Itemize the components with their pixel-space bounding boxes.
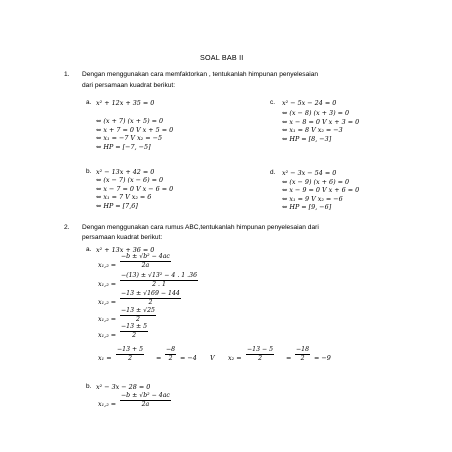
q1a-label: a. bbox=[86, 99, 92, 106]
q1d-step2: ⇔ x − 9 = 0 V x + 6 = 0 bbox=[282, 186, 360, 194]
q2a-x12-label-3: x₁,₂ = bbox=[98, 298, 117, 306]
q2a-step5-numerator: −13 ± 5 bbox=[120, 324, 148, 332]
q2a-x2-simplified-numerator: −18 bbox=[295, 347, 310, 355]
q2a-step5-denominator: 2 bbox=[132, 332, 137, 340]
q1b-step1: ⇔ (x − 7) (x − 6) = 0 bbox=[96, 176, 164, 184]
q2a-x1-label: x₁ = bbox=[98, 354, 112, 362]
q2a-step4-fraction bbox=[120, 308, 156, 323]
q1c-step1: ⇔ (x − 8) (x + 3) = 0 bbox=[282, 109, 350, 117]
q2a-x1-simplified-denominator: 2 bbox=[168, 355, 173, 363]
q1c-hp: ⇔ HP = [8, −3] bbox=[282, 135, 332, 143]
q2a-step3-fraction bbox=[120, 291, 181, 306]
q2b-x12-label: x₁,₂ = bbox=[98, 400, 117, 408]
q1a-equation: x² + 12x + 35 = 0 bbox=[96, 99, 155, 107]
q2a-formula-fraction bbox=[120, 254, 171, 269]
q2a-step5-fraction bbox=[120, 324, 148, 339]
q2a-x1-value: = −4 bbox=[180, 354, 197, 362]
q2a-x2-numerator: −13 − 5 bbox=[246, 347, 274, 355]
q1b-label: b. bbox=[86, 168, 92, 175]
q1c-equation: x² − 5x − 24 = 0 bbox=[282, 99, 337, 107]
q2a-or: V bbox=[210, 354, 215, 362]
q2a-x2-value: = −9 bbox=[314, 354, 331, 362]
q2b-equation: x² − 3x − 28 = 0 bbox=[96, 383, 151, 391]
q1b-equation: x² − 13x + 42 = 0 bbox=[96, 168, 155, 176]
q2a-substitution-denominator: 2 . 1 bbox=[152, 281, 166, 289]
q2a-x1-simplified-numerator: −8 bbox=[165, 347, 176, 355]
q2a-x12-label-5: x₁,₂ = bbox=[98, 331, 117, 339]
q2a-x2-equals: = bbox=[286, 354, 292, 362]
q1d-equation: x² − 3x − 54 = 0 bbox=[282, 169, 337, 177]
q2a-x12-label-4: x₁,₂ = bbox=[98, 315, 117, 323]
q2b-formula-fraction bbox=[120, 393, 171, 408]
q2a-step4-denominator: 2 bbox=[136, 316, 140, 324]
q1c-step2: ⇔ x − 8 = 0 V x + 3 = 0 bbox=[282, 118, 360, 126]
q2-text-line1: Dengan menggunakan cara rumus ABC,tentukanlah himpunan penyelesaian dari bbox=[82, 224, 319, 231]
q1a-step3: ⇔ x₁ = −7 V x₂ = −5 bbox=[96, 134, 163, 142]
q2a-substitution-fraction bbox=[120, 273, 198, 288]
q2a-x1-simplified-fraction bbox=[165, 347, 176, 362]
q2a-x2-simplified-denominator: 2 bbox=[300, 355, 305, 363]
q1a-step2: ⇔ x + 7 = 0 V x + 5 = 0 bbox=[96, 126, 174, 134]
q2a-x12-label-1: x₁,₂ = bbox=[98, 261, 117, 269]
q1b-step2: ⇔ x − 7 = 0 V x − 6 = 0 bbox=[96, 185, 174, 193]
q2a-x1-fraction bbox=[116, 347, 144, 362]
q2-number: 2. bbox=[64, 224, 70, 231]
q2a-label: a. bbox=[86, 246, 92, 253]
q2a-equation: x² + 13x + 36 = 0 bbox=[96, 246, 155, 254]
q2a-step3-denominator: 2 bbox=[148, 299, 153, 307]
q2a-x2-label: x₂ = bbox=[228, 354, 242, 362]
q1c-label: c. bbox=[270, 99, 275, 106]
q2a-formula-denominator: 2a bbox=[141, 262, 150, 270]
q2b-formula-denominator: 2a bbox=[141, 401, 150, 409]
q2a-step4-numerator: −13 ± √25 bbox=[120, 308, 156, 316]
q2b-formula-numerator: −b ± √b² − 4ac bbox=[120, 393, 171, 401]
q1-text-line1: Dengan menggunakan cara memfaktorkan , tentukanlah himpunan penyelesaian bbox=[82, 71, 319, 78]
q2a-step3-numerator: −13 ± √169 − 144 bbox=[120, 291, 181, 299]
q1d-label: d. bbox=[270, 169, 276, 176]
q1-number: 1. bbox=[64, 71, 70, 78]
q1a-hp: ⇔ HP = [−7, −5] bbox=[96, 143, 151, 151]
q1b-hp: ⇔ HP = [7,6] bbox=[96, 202, 138, 210]
q1d-hp: ⇔ HP = [9, −6] bbox=[282, 203, 332, 211]
q2a-substitution-numerator: −(13) ± √13² − 4 . 1 .36 bbox=[120, 273, 198, 281]
q2a-x2-simplified-fraction bbox=[295, 347, 310, 362]
q1b-step3: ⇔ x₁ = 7 V x₂ = 6 bbox=[96, 193, 152, 201]
q1d-step3: ⇔ x₁ = 9 V x₂ = −6 bbox=[282, 195, 343, 203]
q2a-x1-denominator: 2 bbox=[128, 355, 133, 363]
q2a-x2-fraction bbox=[246, 347, 274, 362]
q1-text-line2: dari persamaan kuadrat berikut: bbox=[82, 82, 176, 89]
q2a-x1-equals: = bbox=[156, 354, 162, 362]
q2a-x12-label-2: x₁,₂ = bbox=[98, 280, 117, 288]
q2a-formula-numerator: −b ± √b² − 4ac bbox=[120, 254, 171, 262]
page-title: SOAL BAB II bbox=[200, 53, 244, 62]
q2a-x1-numerator: −13 + 5 bbox=[116, 347, 144, 355]
q2-text-line2: persamaan kuadrat berikut: bbox=[82, 234, 163, 241]
q2b-label: b. bbox=[86, 383, 92, 390]
q1d-step1: ⇔ (x − 9) (x + 6) = 0 bbox=[282, 178, 350, 186]
q1c-step3: ⇔ x₁ = 8 V x₂ = −3 bbox=[282, 126, 343, 134]
q2a-x2-denominator: 2 bbox=[258, 355, 263, 363]
q1a-step1: ⇔ (x + 7) (x + 5) = 0 bbox=[96, 117, 164, 125]
